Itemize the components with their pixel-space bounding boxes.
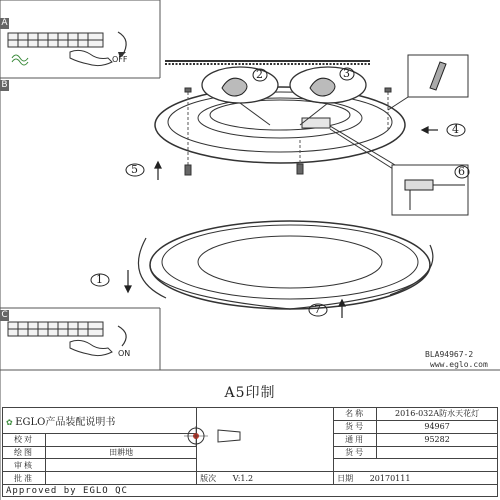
mounting-plate bbox=[155, 87, 405, 163]
check-label: 校对 bbox=[3, 433, 46, 446]
audit-label: 审核 bbox=[3, 459, 46, 472]
switch-on-label: ON bbox=[118, 349, 131, 358]
version-value: V:1.2 bbox=[232, 473, 254, 483]
brand-title: EGLO产品装配说明书 bbox=[15, 416, 116, 428]
lamp-body bbox=[150, 221, 430, 309]
date-label: 日期 bbox=[337, 473, 354, 483]
rotate-arrow-icon-c bbox=[118, 326, 126, 346]
version-cell bbox=[197, 472, 334, 485]
step-1: 1 bbox=[96, 273, 103, 286]
general-value: 95282 bbox=[377, 433, 498, 446]
switch-off-label: OFF bbox=[112, 55, 128, 64]
eglo-logo-small: ✿ bbox=[6, 417, 13, 427]
name-label: 名称 bbox=[334, 408, 377, 421]
date-cell bbox=[334, 472, 498, 485]
step-4: 4 bbox=[452, 123, 459, 136]
name-value: 2016-032A防水天花灯 bbox=[377, 408, 498, 421]
step-3: 3 bbox=[343, 67, 350, 80]
approve-label: 批准 bbox=[3, 472, 46, 485]
eglo-logo bbox=[12, 55, 28, 65]
part-no-label: 货号 bbox=[334, 420, 377, 433]
part-no-value: 94967 bbox=[377, 420, 498, 433]
approved-by: Approved by EGLO QC bbox=[3, 485, 498, 497]
check-value bbox=[46, 433, 197, 446]
ceiling-hatch bbox=[165, 61, 370, 64]
approve-value bbox=[46, 472, 197, 485]
blank-cell bbox=[334, 459, 498, 472]
general-label: 通用 bbox=[334, 433, 377, 446]
audit-value bbox=[46, 459, 197, 472]
step-7: 7 bbox=[314, 303, 321, 316]
step-6: 6 bbox=[458, 165, 465, 178]
brand-cell bbox=[3, 408, 197, 434]
projection-symbol-cell bbox=[197, 408, 334, 472]
section-label-c: C bbox=[1, 310, 8, 320]
version-label: 版次 bbox=[200, 473, 217, 483]
part-no-value-2 bbox=[377, 446, 498, 459]
hand-icon-c bbox=[70, 340, 112, 355]
section-label-b: B bbox=[1, 80, 8, 90]
terminal-block-c bbox=[8, 322, 103, 336]
drawing-value: 田耕地 bbox=[46, 446, 197, 459]
step-5: 5 bbox=[131, 163, 138, 176]
print-note: A5印制 bbox=[224, 385, 276, 401]
drawing-label: 绘图 bbox=[3, 446, 46, 459]
date-value: 20170111 bbox=[369, 473, 411, 483]
hand-icon bbox=[70, 50, 112, 65]
terminal-block-a bbox=[8, 33, 103, 47]
step-2: 2 bbox=[256, 68, 263, 81]
model-number: BLA94967-2 bbox=[425, 350, 474, 359]
part-no-label-2: 货号 bbox=[334, 446, 377, 459]
website: www.eglo.com bbox=[430, 360, 488, 369]
title-block bbox=[2, 407, 498, 497]
section-label-a: A bbox=[1, 18, 8, 28]
